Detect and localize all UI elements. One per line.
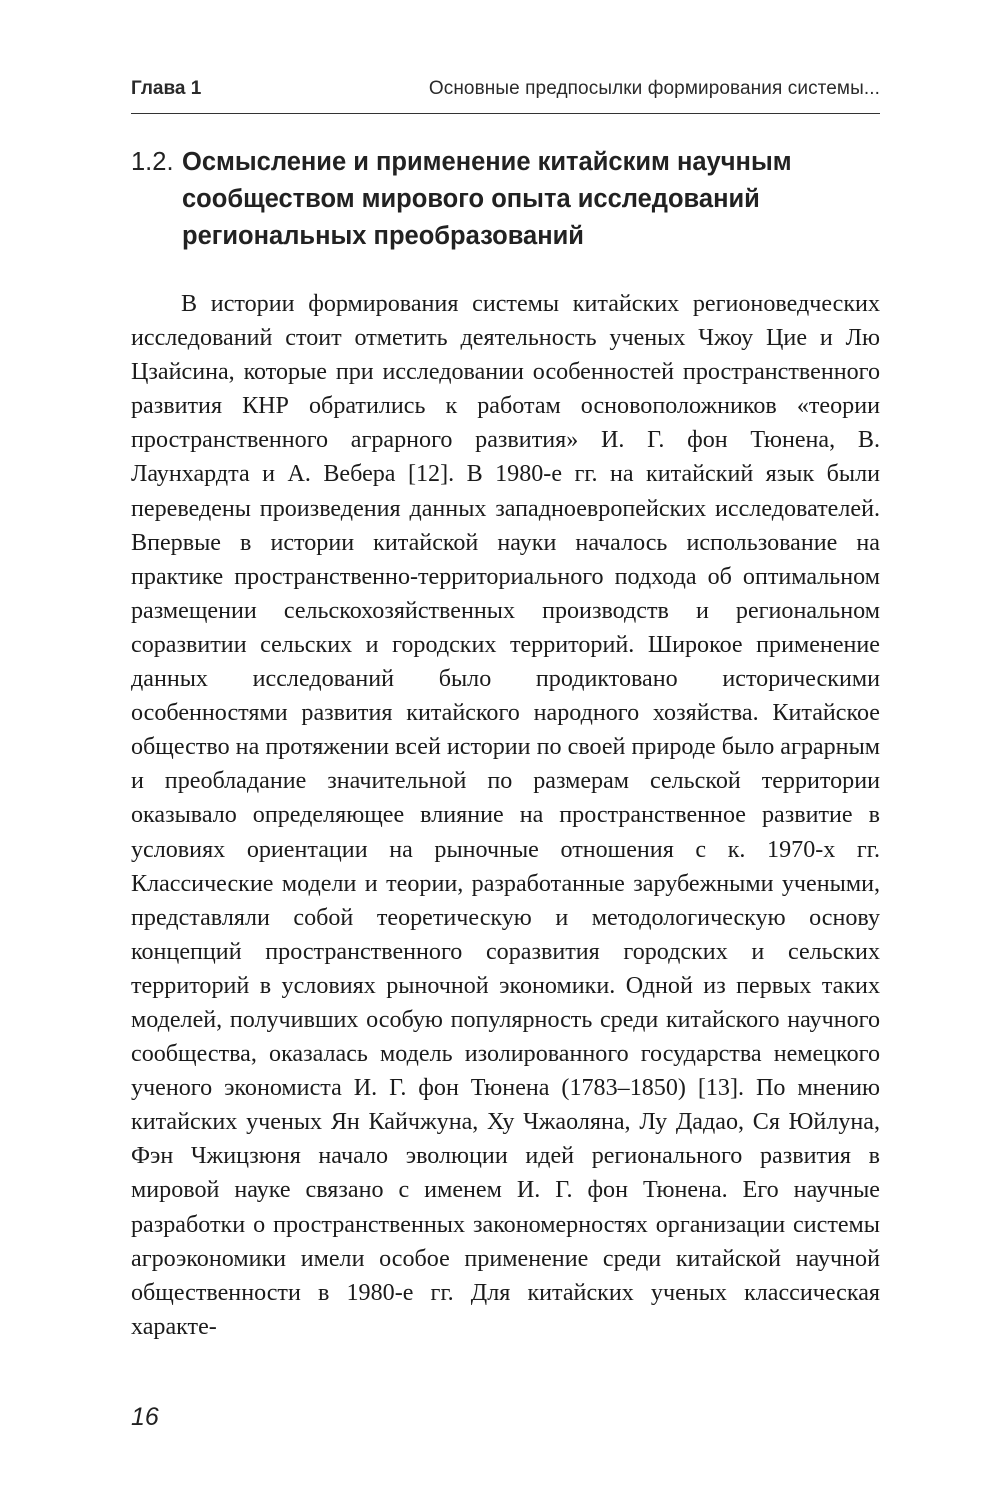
section-number: 1.2. [131, 148, 174, 176]
body-paragraph: В истории формирования системы китайских регионоведческих исследований стоит отметить деятельность ученых Чжоу Цие и Лю Цзайсина, которые при исследовании особенностей пространственного развития КНР обратились к работам основоположников «теории пространственного аграрного развития» И. Г. фон Тюнена, В. Лаунхардта и А. Вебера [12]. В 1980-е гг. на китайский язык были переведены произведения данных западноевропейских исследователей. Впервые в истории китайской науки началось использование на практике пространственно-территориального подхода об оптимальном размещении сельскохозяйственных производств и региональном соразвитии сельских и городских территорий. Широкое применение данных исследований было продиктовано историческими особенностями развития китайского народного хозяйства. Китайское общество на протяжении всей истории по своей природе было аграрным и преобладание значительной по размерам сельской территории оказывало определяющее влияние на пространственное развитие в условиях ориентации на рыночные отношения с к. 1970-х гг. Классические модели и теории, разработанные зарубежными учеными, представляли собой теоретическую и методологическую основу концепций пространственного соразвития городских и сельских территорий в условиях рыночной экономики. Одной из первых таких моделей, получивших особую популярность среди китайского научного сообщества, оказалась модель изолированного государства немецкого ученого экономиста И. Г. фон Тюнена (1783–1850) [13]. По мнению китайских ученых Ян Кайчжуна, Ху Чжаоляна, Лу Дадао, Ся Юйлуна, Фэн Чжицзюня начало эволюции идей регионального развития в мировой науке связано с именем И. Г. фон Тюнена. Его научные разработки о пространственных закономерностях организации системы агроэкономики имели особое применение среди китайской научной общественности в 1980-е гг. Для китайских ученых классическая характе- [131, 291, 880, 1340]
header-rule [131, 113, 880, 114]
section-heading [131, 144, 880, 255]
chapter-label: Глава 1 [131, 78, 202, 99]
section-title: Осмысление и применение китайским научным сообществом мирового опыта исследований региональных преобразований [182, 148, 792, 250]
page-number: 16 [131, 1403, 159, 1431]
running-header [131, 76, 880, 110]
running-title: Основные предпосылки формирования системы... [428, 78, 880, 99]
